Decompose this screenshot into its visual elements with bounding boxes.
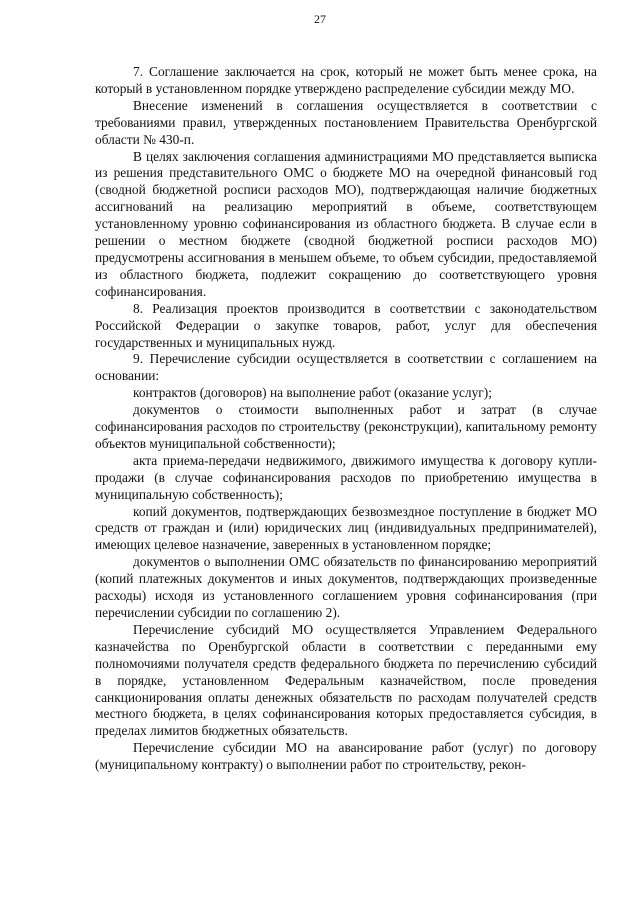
list-item-obligation-documents: документов о выполнении ОМС обязательств по финансированию мероприятий (копий платежных документов и иных документов, подтверждающих произведенные расходы) исходя из установленного соглашением уровня софинансирования (при перечислении субсидии по соглашению 2). <box>95 554 597 620</box>
list-item-cost-documents: документов о стоимости выполненных работ и затрат (в случае софинансирования расходов по строительству (реконструкции), капитальному ремонту объектов муниципальной собственности); <box>95 402 597 451</box>
paragraph-budget-extract: В целях заключения соглашения администрациями МО представляется выписка из решения представительного ОМС о бюджете МО на очередной финансовый год (сводной бюджетной росписи расходов МО), подтверждающая наличие бюджетных ассигнований на реализацию мероприятий в объеме, соответствующем установленному уровню софинансирования из областного бюджета. В случае если в решении о местном бюджете (сводной бюджетной росписи расходов МО) предусмотрены ассигнования в меньшем объеме, то объем субсидии, предоставляемой из областного бюджета, подлежит сокращению до соответствующего уровня софинансирования. <box>95 148 597 299</box>
paragraph-term-of-agreement: 7. Соглашение заключается на срок, который не может быть менее срока, на который в установленном порядке утверждено распределение субсидии между МО. <box>95 64 597 96</box>
list-item-transfer-act: акта приема-передачи недвижимого, движимого имущества к договору купли-продажи (в случае софинансирования расходов по приобретению имущества в муниципальную собственность); <box>95 452 597 502</box>
body-text <box>95 64 597 774</box>
list-item-contracts: контрактов (договоров) на выполнение работ (оказание услуг); <box>133 385 492 401</box>
paragraph-advance-payment: Перечисление субсидии МО на авансирование работ (услуг) по договору (муниципальному контракту) о выполнении работ по строительству, рекон- <box>95 740 597 773</box>
page-number: 27 <box>314 12 326 26</box>
paragraph-treasury-transfer: Перечисление субсидий МО осуществляется Управлением Федерального казначейства по Оренбургской области в соответствии с переданными ему полномочиями получателя средств федерального бюджета по перечислению субсидий в порядке, установленном Федеральным казначейством, после проведения санкционирования оплаты денежных обязательств по расходам получателей средств местного бюджета, в целях софинансирования которых предоставляется субсидия, в пределах лимитов бюджетных обязательств. <box>95 621 597 739</box>
paragraph-agreement-amendments: Внесение изменений в соглашения осуществляется в соответствии с требованиями правил, утвержденных постановлением Правительства Оренбургской области № 430-п. <box>95 97 597 147</box>
paragraph-procurement: 8. Реализация проектов производится в соответствии с законодательством Российской Федерации о закупке товаров, работ, услуг для обеспечения государственных и муниципальных нужд. <box>95 300 597 350</box>
list-item-donation-documents: копий документов, подтверждающих безвозмездное поступление в бюджет МО средств от граждан и (или) юридических лиц (индивидуальных предпринимателей), имеющих целевое назначение, заверенных в установленном порядке; <box>95 503 597 553</box>
paragraph-transfer-basis: 9. Перечисление субсидии осуществляется в соответствии с соглашением на основании: <box>95 351 597 384</box>
